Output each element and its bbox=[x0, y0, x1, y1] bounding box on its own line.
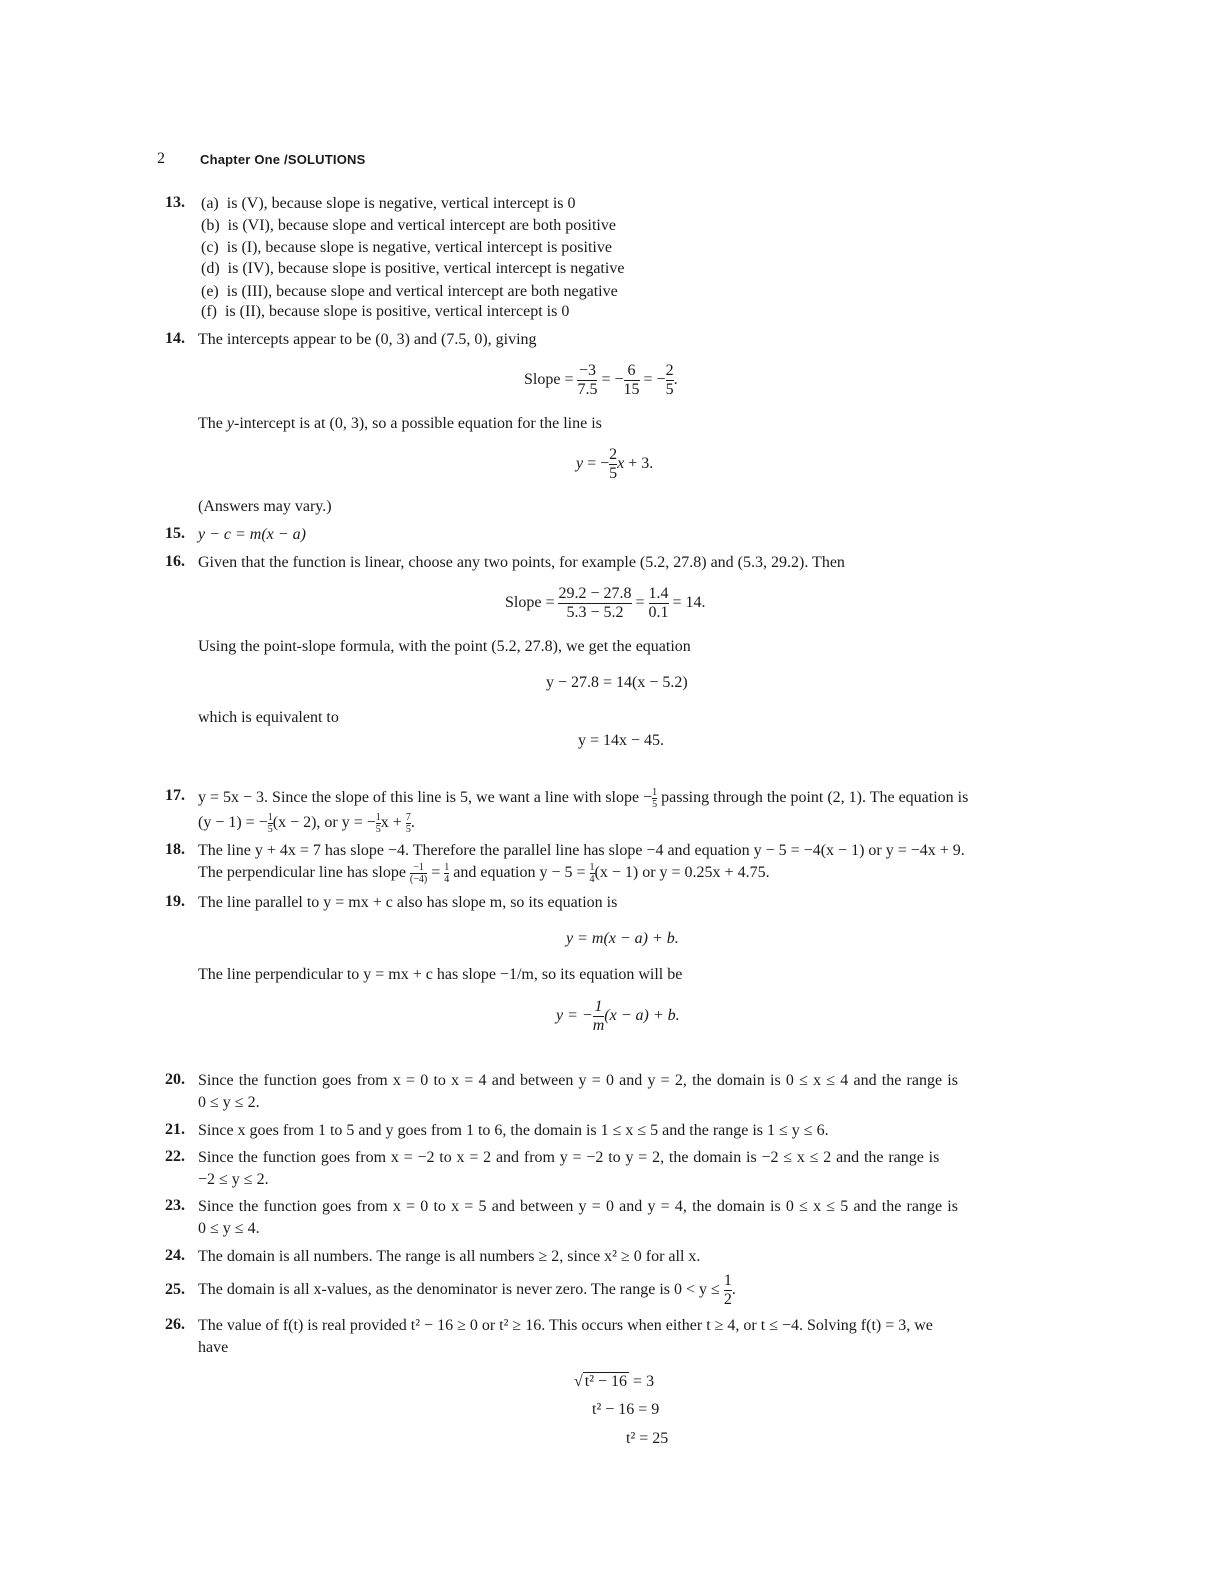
problem-26-equation-2: t² − 16 = 9 bbox=[592, 1401, 660, 1418]
running-header-title: Chapter One /SOLUTIONS bbox=[200, 152, 366, 167]
problem-19-line-2: The line perpendicular to y = mx + c has slope −1/m, so its equation will be bbox=[198, 966, 683, 983]
problem-22-line-2: −2 ≤ y ≤ 2. bbox=[198, 1171, 269, 1188]
problem-19-line-1: The line parallel to y = mx + c also has slope m, so its equation is bbox=[198, 894, 618, 911]
problem-24-line-1: The domain is all numbers. The range is all numbers ≥ 2, since x² ≥ 0 for all x. bbox=[198, 1248, 701, 1265]
problem-15-equation: y − c = m(x − a) bbox=[198, 526, 306, 543]
page-number: 2 bbox=[157, 150, 165, 167]
sqrt-symbol: √ bbox=[574, 1373, 583, 1390]
problem-23-line-1: Since the function goes from x = 0 to x = 5 and between y = 0 and y = 4, the domain is 0 ≤ x ≤ 5 and the range is bbox=[198, 1198, 958, 1215]
problem-20-line-1: Since the function goes from x = 0 to x = 4 and between y = 0 and y = 2, the domain is 0 ≤ x ≤ 4 and the range is bbox=[198, 1072, 958, 1089]
problem-16-point-slope-text: Using the point-slope formula, with the point (5.2, 27.8), we get the equation bbox=[198, 638, 691, 655]
problem-16-intro: Given that the function is linear, choose any two points, for example (5.2, 27.8) and (5.3, 29.2). Then bbox=[198, 554, 845, 571]
problem-26-number: 26. bbox=[165, 1316, 185, 1333]
problem-14-intro: The intercepts appear to be (0, 3) and (7.5, 0), giving bbox=[198, 331, 537, 348]
problem-16-equivalent-text: which is equivalent to bbox=[198, 709, 339, 726]
problem-19-equation-2: y = − $\frac{1}{m}$ (x − a) + b. bbox=[556, 998, 680, 1034]
problem-13-item-f: (f) is (II), because slope is positive, vertical intercept is 0 bbox=[201, 303, 570, 320]
problem-20-line-2: 0 ≤ y ≤ 2. bbox=[198, 1094, 260, 1111]
problem-23-number: 23. bbox=[165, 1197, 185, 1214]
problem-25-line-1: The domain is all x-values, as the denominator is never zero. The range is 0 < y ≤ $\frac{1}{2}$ . bbox=[198, 1272, 736, 1308]
problem-18-line-2: The perpendicular line has slope $\frac{-1}{(-4)}$ = $\frac{1}{4}$ and equation y − 5 = $\frac{1}{4}$ (x − 1) or y = 0.25x + 4.75. bbox=[198, 862, 770, 885]
problem-14-note: (Answers may vary.) bbox=[198, 498, 332, 515]
problem-13-number: 13. bbox=[165, 194, 185, 211]
problem-16-equation-1: y − 27.8 = 14(x − 5.2) bbox=[546, 674, 688, 691]
problem-25-number: 25. bbox=[165, 1281, 185, 1298]
problem-13-item-d: (d) is (IV), because slope is positive, vertical intercept is negative bbox=[201, 260, 625, 277]
problem-22-number: 22. bbox=[165, 1148, 185, 1165]
problem-16-slope-equation: Slope = $\frac{29.2 - 27.8}{5.3 - 5.2}$ = $\frac{1.4}{0.1}$ = 14. bbox=[505, 585, 706, 621]
problem-19-equation-1: y = m(x − a) + b. bbox=[566, 930, 679, 947]
problem-24-number: 24. bbox=[165, 1247, 185, 1264]
problem-16-number: 16. bbox=[165, 553, 185, 570]
problem-16-equation-2: y = 14x − 45. bbox=[578, 732, 665, 749]
problem-26-line-1: The value of f(t) is real provided t² − 16 ≥ 0 or t² ≥ 16. This occurs when either t ≥ 4, or t ≤ −4. Solving f(t) = 3, we bbox=[198, 1317, 933, 1334]
problem-21-line-1: Since x goes from 1 to 5 and y goes from 1 to 6, the domain is 1 ≤ x ≤ 5 and the range is 1 ≤ y ≤ 6. bbox=[198, 1122, 829, 1139]
problem-19-number: 19. bbox=[165, 893, 185, 910]
problem-13-item-b: (b) is (VI), because slope and vertical intercept are both positive bbox=[201, 217, 616, 234]
problem-13-item-e: (e) is (III), because slope and vertical intercept are both negative bbox=[201, 283, 618, 300]
problem-20-number: 20. bbox=[165, 1071, 185, 1088]
problem-14-slope-equation: Slope = $\frac{-3}{7.5}$ = − $\frac{6}{15}$ = − $\frac{2}{5}$ . bbox=[524, 362, 678, 398]
problem-26-equation-1: √ t² − 16 = 3 bbox=[574, 1373, 655, 1390]
problem-18-line-1: The line y + 4x = 7 has slope −4. Therefore the parallel line has slope −4 and equation y − 5 = −4(x − 1) or y = −4x + 9. bbox=[198, 842, 965, 859]
problem-18-number: 18. bbox=[165, 841, 185, 858]
problem-17-number: 17. bbox=[165, 787, 185, 804]
problem-15-number: 15. bbox=[165, 525, 185, 542]
problem-21-number: 21. bbox=[165, 1121, 185, 1138]
problem-14-intercept-text: The y-intercept is at (0, 3), so a possible equation for the line is bbox=[198, 415, 602, 432]
problem-22-line-1: Since the function goes from x = −2 to x = 2 and from y = −2 to y = 2, the domain is −2 ≤ x ≤ 2 and the range is bbox=[198, 1149, 940, 1166]
problem-14-number: 14. bbox=[165, 330, 185, 347]
problem-26-equation-3: t² = 25 bbox=[626, 1430, 669, 1447]
problem-23-line-2: 0 ≤ y ≤ 4. bbox=[198, 1220, 260, 1237]
problem-17-line-2: (y − 1) = − $\frac{1}{5}$ (x − 2), or y = − $\frac{1}{5}$ x + $\frac{7}{5}$ . bbox=[198, 812, 415, 835]
problem-13-item-c: (c) is (I), because slope is negative, vertical intercept is positive bbox=[201, 239, 612, 256]
problem-26-line-2: have bbox=[198, 1339, 229, 1356]
problem-13-item-a: (a) is (V), because slope is negative, vertical intercept is 0 bbox=[201, 195, 576, 212]
problem-14-line-equation: y = − $\frac{2}{5}$ x + 3. bbox=[576, 446, 654, 482]
problem-17-line-1: y = 5x − 3. Since the slope of this line is 5, we want a line with slope − $\frac{1}{5}$ passing through the point (2, 1). The equation is bbox=[198, 787, 969, 810]
